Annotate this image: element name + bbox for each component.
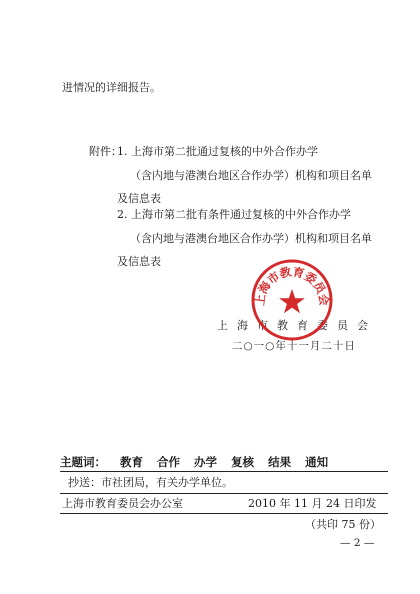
print-date: 2010 年 11 月 24 日印发 bbox=[248, 497, 377, 510]
attachment-1-line-2: （含内地与港澳台地区合作办学）机构和项目名单 bbox=[130, 169, 372, 182]
subject-keywords bbox=[60, 455, 328, 469]
seal-star-icon bbox=[279, 289, 305, 313]
keyword: 通知 bbox=[305, 455, 329, 469]
issuing-office: 上海市教育委员会办公室 bbox=[62, 497, 183, 510]
copies-count: （共印 75 份） bbox=[305, 518, 381, 531]
seal-text: 上海市教育委员会 bbox=[252, 264, 332, 307]
attachment-2-line-3: 及信息表 bbox=[117, 255, 161, 268]
page-number: — 2 — bbox=[340, 537, 375, 549]
divider-line bbox=[60, 471, 388, 472]
body-text-intro: 进情况的详细报告。 bbox=[62, 81, 161, 94]
issuer-name: 上海市教育委员会 bbox=[217, 319, 377, 332]
keyword: 教育 bbox=[120, 455, 144, 469]
keyword: 办学 bbox=[194, 455, 218, 469]
subject-label: 主题词： bbox=[60, 455, 106, 469]
keyword: 合作 bbox=[157, 455, 181, 469]
attachment-1-line-3: 及信息表 bbox=[117, 192, 161, 205]
divider-line bbox=[60, 493, 388, 494]
divider-line bbox=[60, 513, 388, 514]
attachment-1-line-1: 1. 上海市第二批通过复核的中外合作办学 bbox=[117, 145, 318, 158]
issue-date: 二○一○年十一月二十日 bbox=[232, 340, 356, 352]
attachment-2-line-2: （含内地与港澳台地区合作办学）机构和项目名单 bbox=[130, 232, 372, 245]
attachment-2-line-1: 2. 上海市第二批有条件通过复核的中外合作办学 bbox=[117, 208, 351, 221]
keyword: 复核 bbox=[231, 455, 255, 469]
official-seal bbox=[250, 258, 334, 342]
keyword: 结果 bbox=[268, 455, 292, 469]
attachments-label: 附件： bbox=[89, 145, 122, 158]
cc-recipients: 抄送：市社团局，有关办学单位。 bbox=[68, 476, 233, 489]
